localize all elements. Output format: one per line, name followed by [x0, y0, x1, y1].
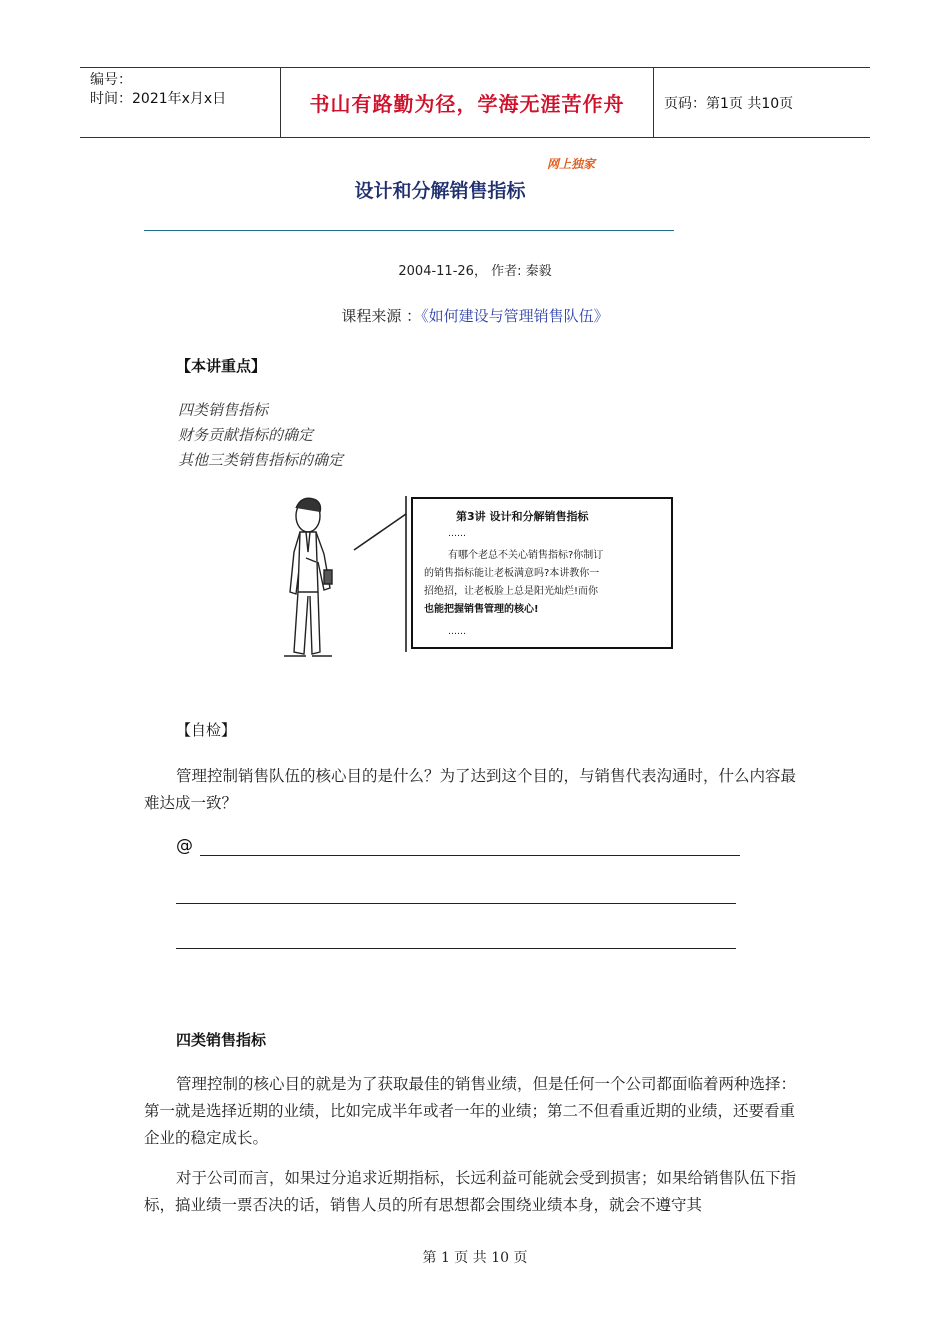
header-table — [80, 67, 870, 138]
paragraph-text: 管理控制的核心目的就是为了获取最佳的销售业绩，但是任何一个公司都面临着两种选择：第一就是选择近期的业绩，比如完成半年或者一年的业绩；第二不但看重近期的业绩，还要看重企业的稳定成长。 — [144, 1075, 797, 1147]
answer-line[interactable] — [176, 903, 736, 904]
source-label: 课程来源 ： — [341, 307, 422, 325]
course-source — [0, 305, 950, 326]
teacher-figure — [284, 498, 332, 656]
question-text: 管理控制销售队伍的核心目的是什么？为了达到这个目的，与销售代表沟通时，什么内容最难达成一致？ — [144, 767, 797, 812]
lecture-illustration — [272, 492, 676, 664]
key-point-item: 四类销售指标 — [178, 401, 269, 419]
article-title: 设计和分解销售指标 — [354, 180, 526, 202]
board-line: 也能把握销售管理的核心! — [424, 604, 539, 615]
selfcheck-heading: 【自检】 — [176, 721, 237, 739]
dateline: 2004-11-26， 作者: 秦毅 — [398, 264, 552, 279]
key-points-heading: 【本讲重点】 — [176, 357, 267, 375]
header-motto: 书山有路勤为径，学海无涯苦作舟 — [281, 68, 654, 137]
selfcheck-question — [144, 763, 804, 817]
pointer-stick — [354, 514, 406, 550]
board-title: 第3讲 设计和分解销售指标 — [456, 510, 589, 523]
title-divider — [144, 230, 674, 231]
board-dots-bottom: …… — [448, 627, 466, 637]
key-point-item: 其他三类销售指标的确定 — [178, 451, 344, 469]
answer-line[interactable] — [176, 948, 736, 949]
board-line: 的销售指标能让老板满意吗?本讲教你一 — [424, 568, 600, 579]
key-point-item: 财务贡献指标的确定 — [178, 426, 314, 444]
page-footer: 第 1 页 共 10 页 — [422, 1250, 528, 1266]
time-label: 时间：2021年x月x日 — [90, 91, 227, 107]
answer-line[interactable] — [200, 855, 740, 856]
answer-at-symbol: @ — [176, 836, 193, 856]
header-page-label: 页码：第1页 共10页 — [664, 95, 794, 112]
key-points-list — [178, 398, 343, 473]
section-heading: 四类销售指标 — [176, 1031, 267, 1049]
paragraph-text: 对于公司而言，如果过分追求近期指标，长远利益可能就会受到损害；如果给销售队伍下指标，搞业绩一票否决的话，销售人员的所有思想都会围绕业绩本身，就会不遵守其 — [144, 1169, 797, 1214]
section-paragraph — [144, 1071, 804, 1152]
board-line: 有哪个老总不关心销售指标?你制订 — [448, 550, 604, 561]
board-line: 招绝招，让老板脸上总是阳光灿烂!而你 — [424, 586, 599, 597]
exclusive-badge: 网上独家 — [547, 157, 596, 171]
number-label: 编号： — [90, 72, 132, 88]
source-link[interactable]: 《如何建设与管理销售队伍》 — [421, 307, 609, 325]
section-paragraph — [144, 1165, 804, 1219]
board-dots-top: …… — [448, 529, 466, 539]
header-meta — [80, 68, 281, 137]
